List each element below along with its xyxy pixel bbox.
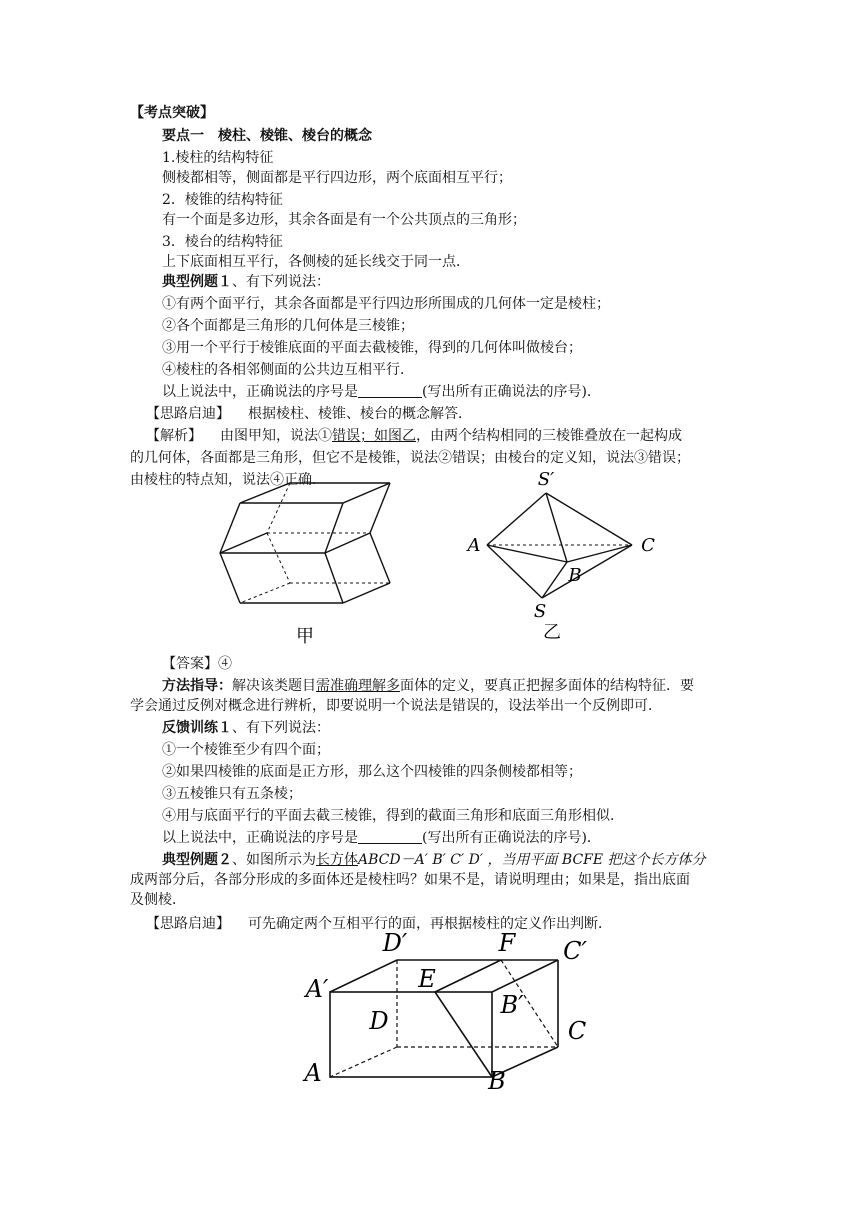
example1-statement-3: ③用一个平行于棱锥底面的平面去截棱锥，得到的几何体叫做棱台； [162, 340, 582, 356]
example2-title: 典型例题２、如图所示为长方体ABCD－A′ B′ C′ D′ ，当用平面 BCFE 把这个长方体分 [162, 852, 706, 868]
label-s-prime: S′ [537, 469, 555, 490]
practice1-label: 反馈训练１ [162, 720, 232, 736]
point1-line-2: 侧棱都相等，侧面都是平行四边形，两个底面相互平行； [162, 170, 512, 186]
example2-label: 典型例题２ [162, 852, 232, 868]
example1-statement-4: ④棱柱的各相邻侧面的公共边互相平行． [162, 362, 414, 378]
label-c: C [641, 535, 655, 556]
example1-hint [146, 404, 472, 424]
method-guide-line-2: 学会通过反例对概念进行辨析，即要说明一个说法是错误的，设法举出一个反例即可． [130, 698, 662, 714]
practice1-statement-4: ④用与底面平行的平面去截三棱锥，得到的截面三角形和底面三角形相似． [162, 808, 624, 824]
example2-line-3: 及侧棱． [130, 892, 186, 908]
example1-title [162, 272, 330, 292]
label-b: B [568, 565, 582, 586]
practice-answer-blank [358, 829, 422, 844]
point1-line-6: 上下底面相互平行，各侧棱的延长线交于同一点． [162, 254, 470, 270]
example1-statement-2: ②各个面都是三角形的几何体是三棱锥； [162, 318, 414, 334]
practice1-statement-3: ③五棱锥只有五条棱； [162, 786, 302, 802]
label-s: S [533, 601, 547, 622]
figure-cuboid [295, 925, 605, 1095]
label-b-prime: B′ [500, 991, 524, 1019]
label-d: D [369, 1007, 389, 1035]
analysis-label: 【解析】 [146, 428, 202, 444]
example1-question: 以上说法中，正确说法的序号是 (写出所有正确说法的序号)． [162, 384, 601, 400]
point1-line-5: 3．棱台的结构特征 [162, 234, 283, 250]
method-guide: 方法指导：解决该类题目需准确理解多面体的定义，要真正把握多面体的结构特征．要 [162, 678, 694, 694]
figure-yi-caption: 乙 [543, 622, 561, 643]
point1-line-1: 1.棱柱的结构特征 [162, 150, 274, 166]
label-a-cube: A [304, 1059, 322, 1087]
label-a: A [467, 535, 481, 556]
point1-title: 要点一 棱柱、棱锥、棱台的概念 [162, 128, 372, 144]
section-title: 【考点突破】 [130, 105, 214, 121]
label-c-cube: C [567, 1017, 587, 1045]
answer-blank [358, 383, 422, 398]
practice1-title: 反馈训练１、有下列说法： [162, 720, 330, 736]
label-e: E [418, 965, 436, 993]
example1-analysis-line-2: 的几何体，各面都是三角形，但它不是棱锥，说法②错误；由棱台的定义知，说法③错误； [130, 450, 690, 466]
example1-statement-1: ①有两个面平行，其余各面都是平行四边形所围成的几何体一定是棱柱； [162, 296, 610, 312]
example1-answer: 【答案】④ [162, 656, 232, 672]
label-b-cube: B [488, 1067, 506, 1095]
label-d-prime: D′ [382, 929, 408, 957]
example2-line-2: 成两部分后，各部分形成的多面体还是棱柱吗？如果不是，请说明理由；如果是，指出底面 [130, 872, 690, 888]
example1-label: 典型例题１ [162, 274, 232, 290]
figure-jia-caption: 甲 [296, 626, 314, 647]
practice1-statement-1: ①一个棱锥至少有四个面； [162, 742, 330, 758]
example1-title-rest: 、有下列说法： [232, 274, 330, 290]
method-label: 方法指导： [162, 678, 232, 694]
point1-line-4: 有一个面是多边形，其余各面是有一个公共顶点的三角形； [162, 212, 526, 228]
example1-analysis: 【解析】 由图甲知，说法①错误；如图乙，由两个结构相同的三棱锥叠放在一起构成 [146, 428, 682, 444]
figure-yi [462, 465, 662, 645]
label-a-prime: A′ [305, 975, 329, 1003]
practice1-statement-2: ②如果四棱锥的底面是正方形，那么这个四棱锥的四条侧棱都相等； [162, 764, 582, 780]
figure-jia [205, 478, 405, 648]
label-f: F [498, 929, 516, 957]
hint-label: 【思路启迪】 [146, 406, 230, 422]
label-c-prime: C′ [563, 937, 587, 965]
hint-text: 根据棱柱、棱锥、棱台的概念解答． [248, 406, 472, 422]
point1-line-3: 2．棱锥的结构特征 [162, 192, 283, 208]
example2-hint: 【思路启迪】 可先确定两个互相平行的面，再根据棱柱的定义作出判断． [146, 916, 612, 932]
example1-analysis-line-3: 由棱柱的特点知，说法④正确． [130, 472, 326, 488]
practice1-question: 以上说法中，正确说法的序号是 (写出所有正确说法的序号)． [162, 830, 601, 846]
